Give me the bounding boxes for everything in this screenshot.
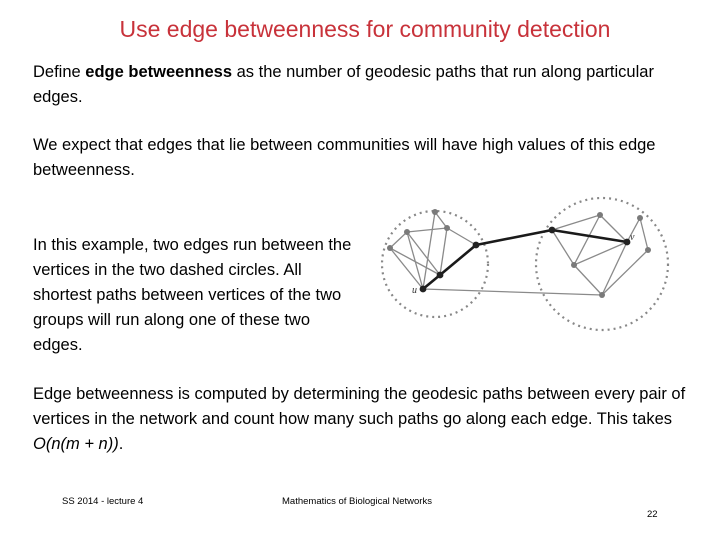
graph-vertex-u-path <box>423 245 476 289</box>
computation-text-end: . <box>118 435 124 453</box>
computation-text: Edge betweenness is computed by determining the geodesic paths between every pair of vertices in the network and count how many such paths go along each edge. This takes <box>33 385 686 428</box>
definition-paragraph <box>33 60 693 110</box>
definition-text-start: Define <box>33 63 86 81</box>
definition-term: edge betweenness <box>85 63 233 81</box>
computation-paragraph <box>33 382 708 457</box>
vertex-label-v: v <box>630 232 635 243</box>
example-paragraph: In this example, two edges run between the vertices in the two dashed circles. All shortest paths between vertices of the two groups will run along one of these two edges. <box>33 236 352 354</box>
page-number: 22 <box>647 509 658 520</box>
community-graph-figure <box>352 190 686 335</box>
graph-edges <box>390 212 648 295</box>
slide-title: Use edge betweenness for community detection <box>119 16 611 42</box>
footer-lecture: SS 2014 - lecture 4 <box>62 496 144 507</box>
expectation-paragraph: We expect that edges that lie between communities will have high values of this edge betweenness. <box>33 136 656 179</box>
complexity-formula: O(n(m + n)) <box>33 435 119 453</box>
vertex-label-u: u <box>412 285 417 296</box>
definition-text-end: as the number of geodesic paths that run along particular edges. <box>33 63 654 106</box>
footer-course: Mathematics of Biological Networks <box>282 496 432 507</box>
dashed-community-circle-left <box>382 211 488 317</box>
